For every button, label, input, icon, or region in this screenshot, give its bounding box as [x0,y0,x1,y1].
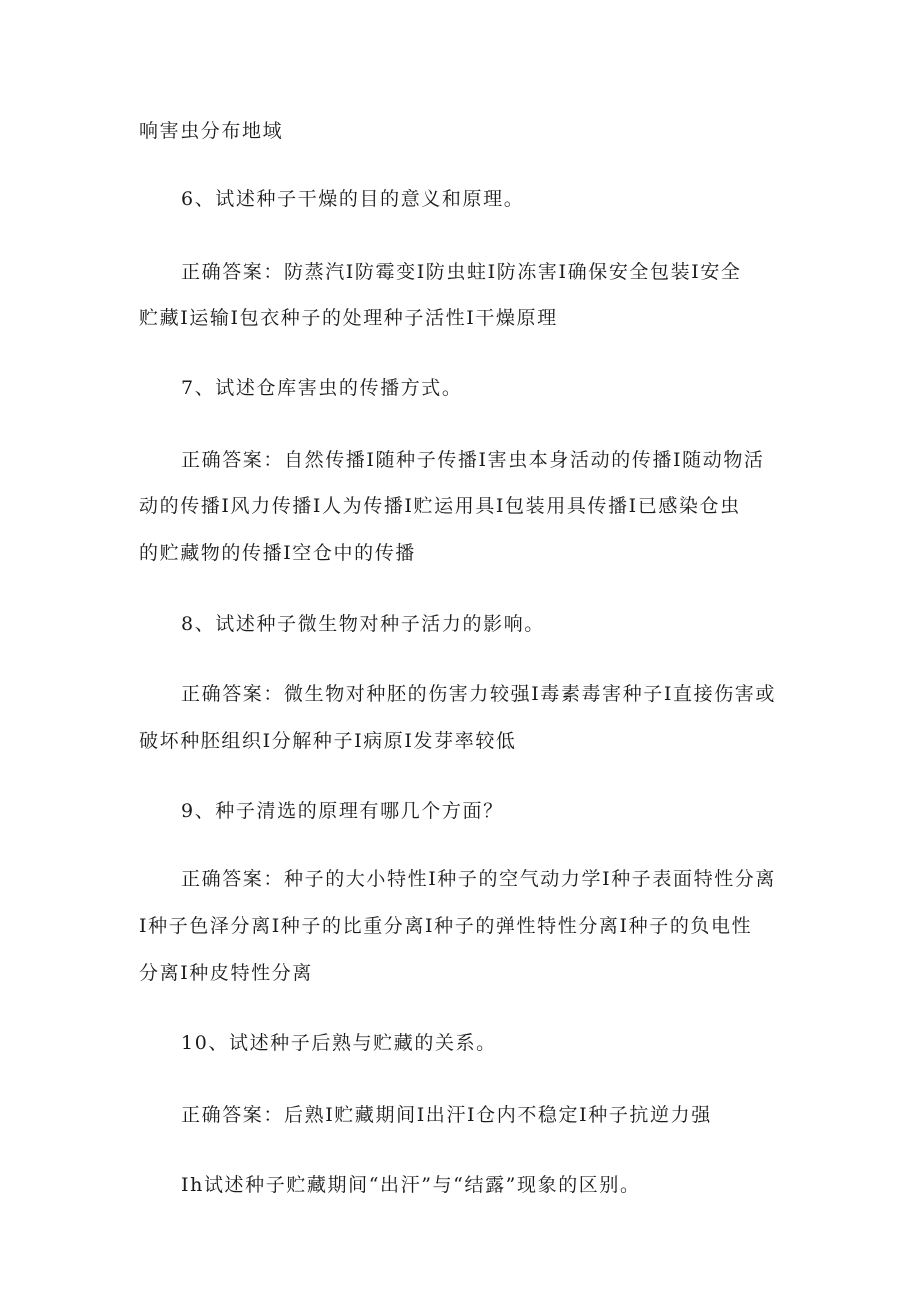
question-10: 10、试述种子后熟与贮藏的关系。 [181,1032,497,1054]
answer-9-line-2: I种子色泽分离I种子的比重分离I种子的弹性特性分离I种子的负电性 [139,915,753,937]
answer-9-line-3: 分离I种皮特性分离 [139,962,313,984]
answer-8-line-1: 正确答案：微生物对种胚的伤害力较强I毒素毒害种子I直接伤害或 [181,683,777,705]
question-7: 7、试述仓库害虫的传播方式。 [181,377,463,399]
question-8: 8、试述种子微生物对种子活力的影响。 [181,613,545,635]
continued-answer-line: 响害虫分布地域 [139,120,284,142]
answer-7-line-2: 动的传播I风力传播I人为传播I贮运用具I包装用具传播I已感染仓虫 [139,495,741,517]
question-6: 6、试述种子干燥的目的意义和原理。 [181,188,525,210]
question-11: Ih试述种子贮藏期间“出汗”与“结露”现象的区别。 [181,1174,641,1196]
answer-10-line-1: 正确答案：后熟I贮藏期间I出汗I仓内不稳定I种子抗逆力强 [181,1104,712,1126]
question-9: 9、种子清选的原理有哪几个方面？ [181,800,504,822]
answer-6-line-2: 贮藏I运输I包衣种子的处理种子活性I干燥原理 [139,307,558,329]
answer-6-line-1: 正确答案：防蒸汽I防霉变I防虫蛀I防冻害I确保安全包装I安全 [181,261,742,283]
answer-7-line-3: 的贮藏物的传播I空仓中的传播 [139,542,416,564]
answer-9-line-1: 正确答案：种子的大小特性I种子的空气动力学I种子表面特性分离 [181,868,777,890]
answer-7-line-1: 正确答案：自然传播I随种子传播I害虫本身活动的传播I随动物活 [181,449,765,471]
answer-8-line-2: 破坏种胚组织I分解种子I病原I发芽率较低 [139,730,517,752]
